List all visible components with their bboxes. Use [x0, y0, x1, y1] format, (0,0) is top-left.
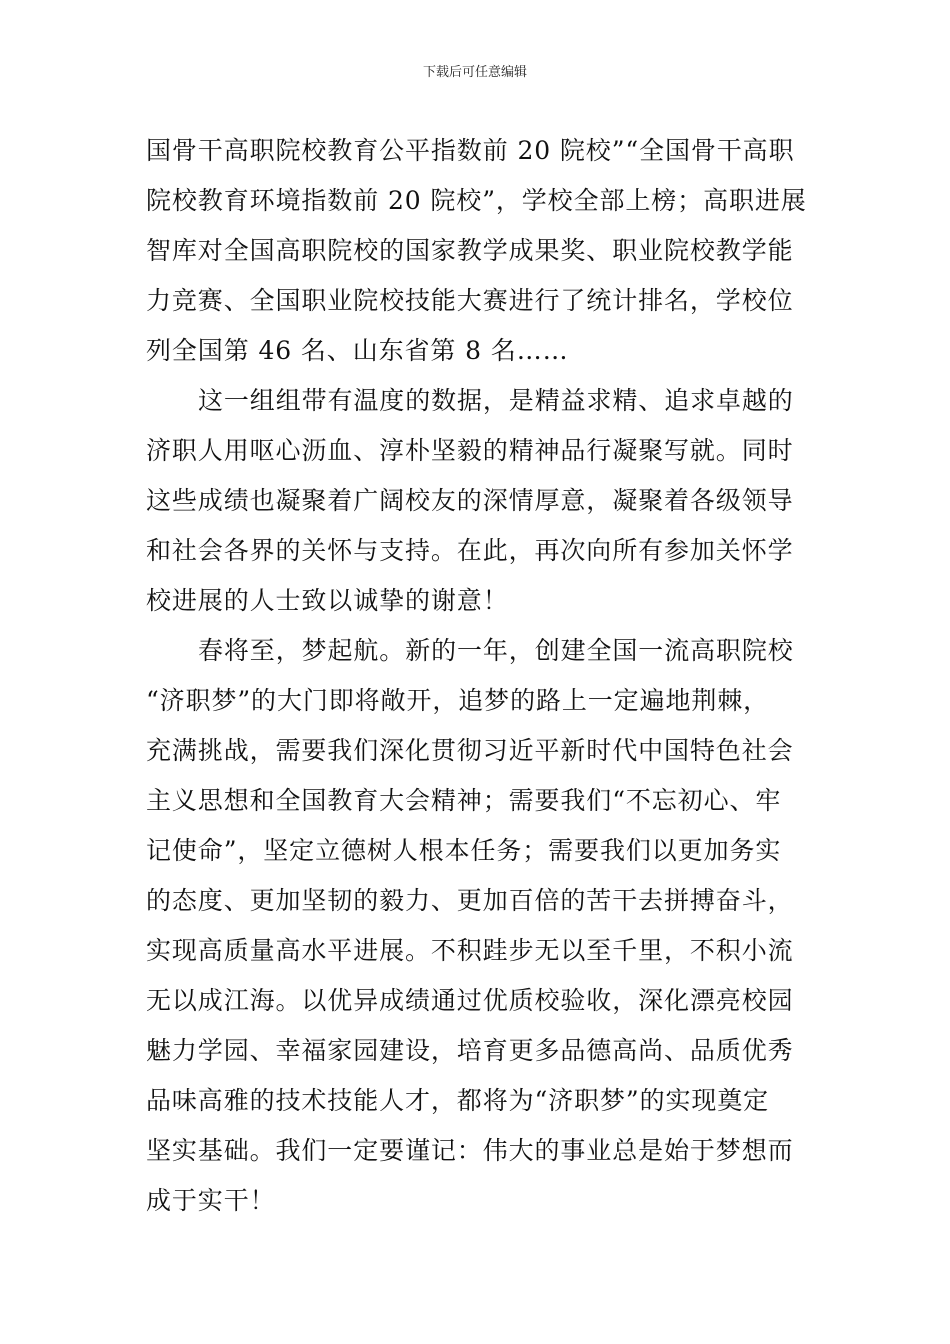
document-body: [146, 126, 808, 1226]
text-line: 智库对全国高职院校的国家教学成果奖、职业院校教学能: [146, 236, 794, 265]
text-line: 记使命”，坚定立德树人根本任务；需要我们以更加务实: [146, 836, 782, 865]
paragraph: [146, 376, 808, 626]
text-line: “济职梦”的大门即将敞开，追梦的路上一定遍地荆棘，: [146, 686, 770, 715]
text-line: 魅力学园、幸福家园建设，培育更多品德高尚、品质优秀: [146, 1036, 794, 1065]
text-line: 这些成绩也凝聚着广阔校友的深情厚意，凝聚着各级领导: [146, 486, 794, 515]
text-line: 坚实基础。我们一定要谨记：伟大的事业总是始于梦想而: [146, 1136, 794, 1165]
text-line: 院校教育环境指数前 20 院校”，学校全部上榜；高职进展: [146, 186, 807, 215]
text-line: 和社会各界的关怀与支持。在此，再次向所有参加关怀学: [146, 536, 794, 565]
text-line: 力竞赛、全国职业院校技能大赛进行了统计排名，学校位: [146, 286, 794, 315]
text-line: 的态度、更加坚韧的毅力、更加百倍的苦干去拼搏奋斗，: [146, 886, 794, 915]
text-line: 品味高雅的技术技能人才，都将为“济职梦”的实现奠定: [146, 1086, 770, 1115]
text-line: 成于实干！: [146, 1186, 276, 1215]
text-line: 国骨干高职院校教育公平指数前 20 院校”“全国骨干高职: [146, 136, 795, 165]
text-line: 这一组组带有温度的数据，是精益求精、追求卓越的: [198, 386, 794, 415]
page-header: 下载后可任意编辑: [422, 65, 527, 80]
paragraph: [146, 626, 808, 1226]
text-line: 济职人用呕心沥血、淳朴坚毅的精神品行凝聚写就。同时: [146, 436, 794, 465]
text-line: 校进展的人士致以诚挚的谢意！: [146, 586, 509, 615]
text-line: 实现高质量高水平进展。不积跬步无以至千里，不积小流: [146, 936, 794, 965]
text-line: 充满挑战，需要我们深化贯彻习近平新时代中国特色社会: [146, 736, 794, 765]
text-line: 列全国第 46 名、山东省第 8 名……: [146, 336, 569, 365]
text-line: 无以成江海。以优异成绩通过优质校验收，深化漂亮校园: [146, 986, 794, 1015]
text-line: 主义思想和全国教育大会精神；需要我们“不忘初心、牢: [146, 786, 782, 815]
paragraph: [146, 126, 808, 376]
text-line: 春将至，梦起航。新的一年，创建全国一流高职院校: [198, 636, 794, 665]
